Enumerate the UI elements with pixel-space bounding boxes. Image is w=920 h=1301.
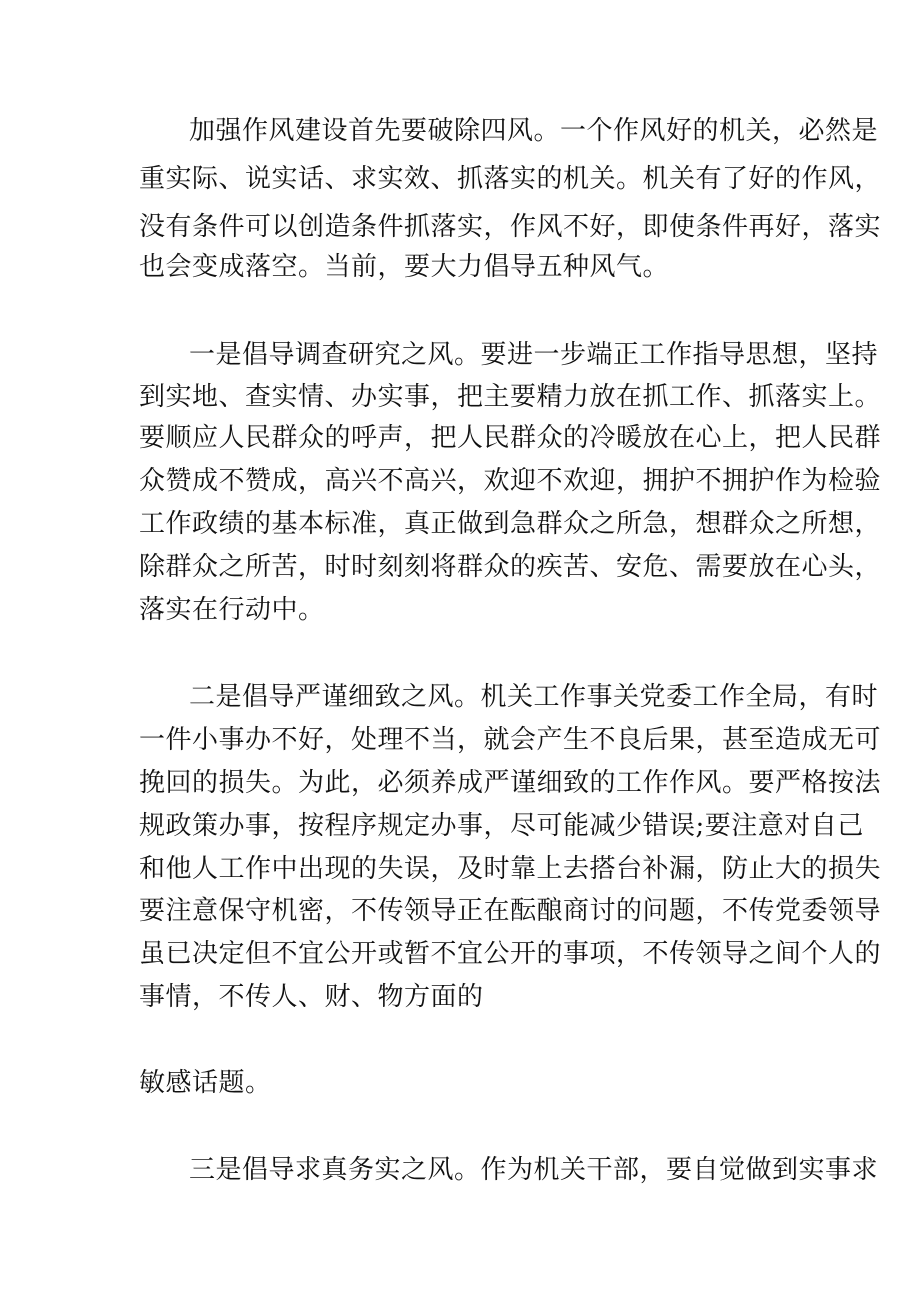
paragraph-line: 要注意保守机密，不传领导正在酝酿商讨的问题，不传党委领导 bbox=[139, 896, 882, 926]
paragraph-line: 众赞成不赞成，高兴不高兴，欢迎不欢迎，拥护不拥护作为检验 bbox=[139, 466, 882, 496]
paragraph-line: 也会变成落空。当前，要大力倡导五种风气。 bbox=[139, 252, 670, 282]
paragraph-line: 二是倡导严谨细致之风。机关工作事关党委工作全局，有时 bbox=[189, 682, 879, 712]
paragraph-line: 敏感话题。 bbox=[139, 1068, 272, 1098]
paragraph-line: 工作政绩的基本标准，真正做到急群众之所急，想群众之所想， bbox=[139, 509, 882, 539]
paragraph-line: 虽已决定但不宜公开或暂不宜公开的事项，不传领导之间个人的 bbox=[139, 939, 882, 969]
paragraph-line: 加强作风建设首先要破除四风。一个作风好的机关，必然是 bbox=[189, 116, 879, 146]
paragraph-line: 一件小事办不好，处理不当，就会产生不良后果，甚至造成无可 bbox=[139, 725, 882, 755]
paragraph-line: 到实地、查实情、办实事，把主要精力放在抓工作、抓落实上。 bbox=[139, 382, 882, 412]
paragraph-line: 没有条件可以创造条件抓落实，作风不好，即使条件再好，落实 bbox=[139, 212, 882, 242]
paragraph-line: 事情，不传人、财、物方面的 bbox=[139, 982, 484, 1012]
paragraph-line: 一是倡导调查研究之风。要进一步端正工作指导思想，坚持 bbox=[189, 340, 879, 370]
paragraph-line: 落实在行动中。 bbox=[139, 595, 325, 625]
paragraph-line: 规政策办事，按程序规定办事，尽可能减少错误;要注意对自己 bbox=[139, 811, 864, 841]
paragraph-line: 挽回的损失。为此，必须养成严谨细致的工作作风。要严格按法 bbox=[139, 768, 882, 798]
paragraph-line: 三是倡导求真务实之风。作为机关干部，要自觉做到实事求 bbox=[189, 1155, 879, 1185]
paragraph-line: 重实际、说实话、求实效、抓落实的机关。机关有了好的作风， bbox=[139, 164, 882, 194]
paragraph-line: 和他人工作中出现的失误，及时靠上去搭台补漏，防止大的损失 bbox=[139, 854, 882, 884]
paragraph-line: 要顺应人民群众的呼声，把人民群众的冷暖放在心上，把人民群 bbox=[139, 423, 882, 453]
paragraph-line: 除群众之所苦，时时刻刻将群众的疾苦、安危、需要放在心头， bbox=[139, 552, 882, 582]
